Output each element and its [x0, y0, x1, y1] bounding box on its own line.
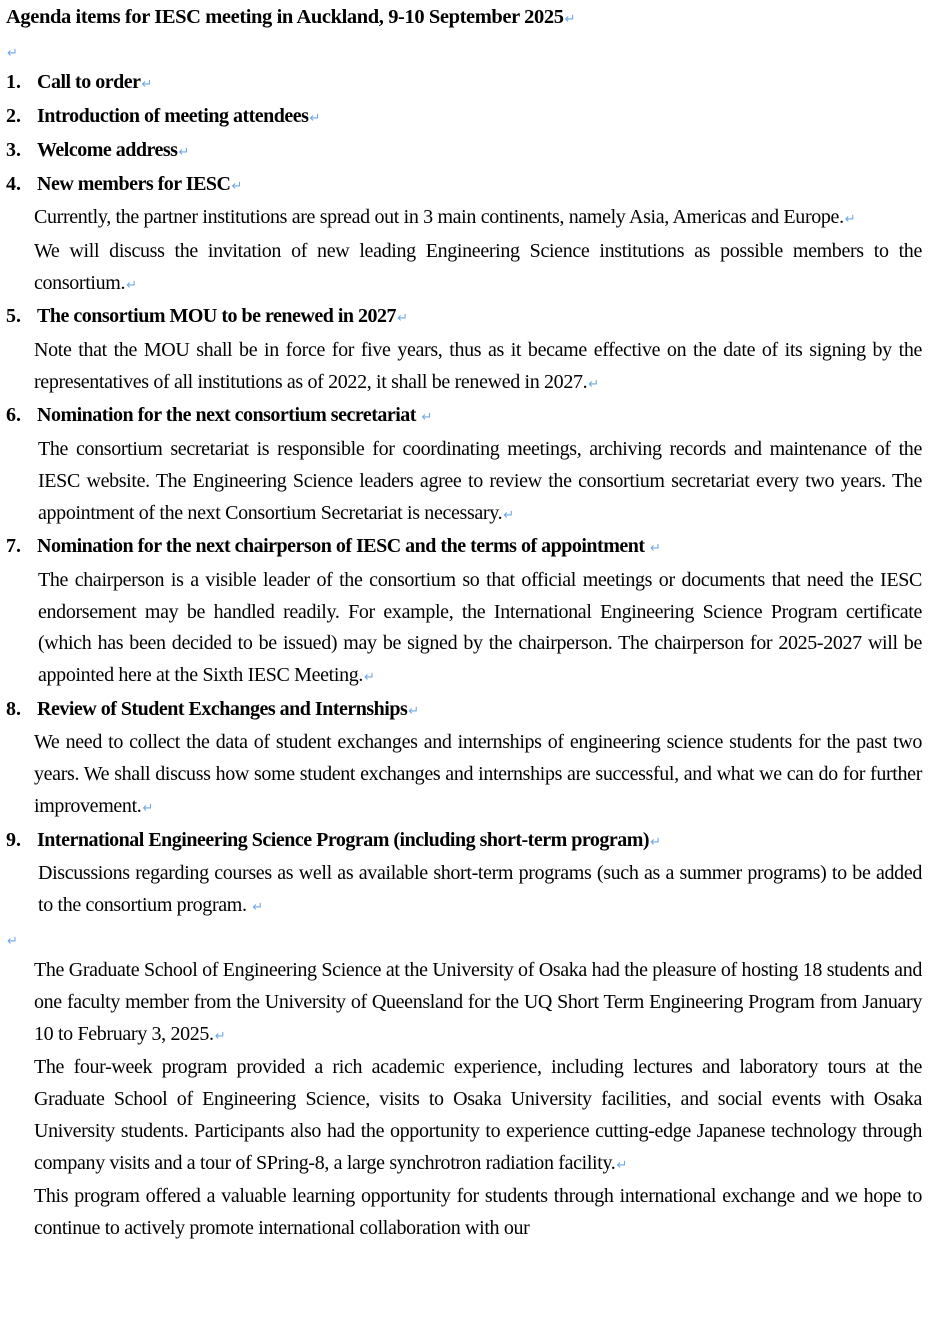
paragraph-mark-icon: ↵ [421, 410, 432, 426]
agenda-item-8-paragraph-1 [6, 727, 922, 824]
agenda-item-7-heading [6, 531, 922, 565]
paragraph-mark-icon: ↵ [7, 45, 18, 61]
paragraph-mark-icon: ↵ [231, 178, 242, 194]
agenda-item-number: 2. [6, 105, 21, 128]
paragraph-text: We will discuss the invitation of new leading Engineering Science institutions as possible members to the consortium. [34, 239, 922, 294]
agenda-item-6-paragraph-1 [6, 434, 922, 531]
paragraph-text: Note that the MOU shall be in force for five years, thus as it became effective on the date of its signing by the representatives of all institutions as of 2022, it shall be renewed in 2027. [34, 339, 922, 393]
agenda-item-title: Welcome address [37, 138, 178, 161]
paragraph-mark-icon: ↵ [844, 212, 856, 228]
paragraph-mark-icon: ↵ [650, 834, 661, 850]
document-title [6, 2, 922, 36]
paragraph-text: The chairperson is a visible leader of the consortium so that official meetings or documents that need the IESC endorsement may be handled readily. For example, the International Engineering Science Program certificate (which has been decided to be issued) may be signed by the chairperson. The chairperson for 2025-2027 will be appointed here at the Sixth IESC Meeting. [38, 568, 922, 687]
agenda-item-7-paragraph-1 [6, 565, 922, 694]
paragraph-mark-icon: ↵ [252, 899, 263, 915]
agenda-item-3-heading [6, 135, 922, 169]
paragraph-mark-icon: ↵ [588, 376, 599, 392]
agenda-item-number: 3. [6, 138, 21, 161]
agenda-item-4-paragraph-1 [6, 202, 922, 236]
document-title-text: Agenda items for IESC meeting in Auckland, 9-10 September 2025 [6, 6, 564, 28]
paragraph-text: Currently, the partner institutions are spread out in 3 main continents, namely Asia, Americas and Europe. [34, 206, 844, 229]
agenda-item-number: 7. [6, 535, 21, 558]
agenda-item-number: 8. [6, 697, 21, 720]
agenda-item-number: 1. [6, 71, 21, 94]
paragraph-text: The four-week program provided a rich academic experience, including lectures and laboratory tours at the Graduate School of Engineering Science, visits to Osaka University facilities, and social events with Osaka University students. Participants also had the opportunity to experience cutting-edge Japanese technology through company visits and a tour of SPring-8, a large synchrotron radiation facility. [34, 1056, 922, 1174]
paragraph-text: The consortium secretariat is responsible for coordinating meetings, archiving records and maintenance of the IESC website. The Engineering Science leaders agree to review the consortium secretariat every two years. The appointment of the next Consortium Secretariat is necessary. [38, 438, 922, 524]
closing-section [6, 955, 922, 1244]
paragraph-text: Discussions regarding courses as well as available short-term programs (such as a summer programs) to be added to the consortium program. [38, 862, 922, 916]
paragraph-mark-icon: ↵ [141, 77, 152, 93]
agenda-item-number: 9. [6, 828, 21, 851]
paragraph-mark-icon: ↵ [564, 12, 576, 27]
paragraph-text: This program offered a valuable learning opportunity for students through international exchange and we hope to continue to actively promote international collaboration with our [34, 1185, 922, 1239]
paragraph-mark-icon: ↵ [126, 277, 137, 293]
closing-paragraph-2 [6, 1052, 922, 1181]
paragraph-mark-icon: ↵ [408, 703, 419, 719]
agenda-item-title: New members for IESC [37, 172, 231, 195]
paragraph-mark-icon: ↵ [616, 1157, 627, 1173]
agenda-item-4-paragraph-2 [6, 236, 922, 301]
agenda-item-number: 5. [6, 305, 21, 328]
closing-paragraph-1 [6, 955, 922, 1052]
paragraph-mark-icon: ↵ [214, 1028, 226, 1044]
paragraph-text: We need to collect the data of student exchanges and internships of engineering science students for the past two years. We shall discuss how some student exchanges and internships are successful, and what we can do for further improvement. [34, 731, 922, 817]
agenda-item-1-heading [6, 67, 922, 101]
paragraph-mark-icon: ↵ [142, 800, 153, 816]
paragraph-mark-icon: ↵ [503, 507, 514, 523]
agenda-item-8-heading [6, 694, 922, 728]
paragraph-mark-icon: ↵ [650, 541, 661, 557]
agenda-item-title: Nomination for the next chairperson of IESC and the terms of appointment [37, 535, 650, 558]
empty-paragraph [6, 924, 922, 956]
agenda-item-5-paragraph-1 [6, 335, 922, 400]
agenda-item-title: International Engineering Science Program (including short-term program) [37, 828, 650, 851]
paragraph-mark-icon: ↵ [397, 311, 408, 327]
agenda-item-6-heading [6, 400, 922, 434]
paragraph-mark-icon: ↵ [309, 111, 320, 127]
paragraph-text: The Graduate School of Engineering Science at the University of Osaka had the pleasure of hosting 18 students and one faculty member from the University of Queensland for the UQ Short Term Engineering Program from January 10 to February 3, 2025. [34, 959, 922, 1045]
agenda-item-title: The consortium MOU to be renewed in 2027 [37, 305, 397, 328]
agenda-item-title: Call to order [37, 71, 141, 94]
paragraph-mark-icon: ↵ [178, 144, 189, 160]
agenda-item-9-paragraph-1 [6, 858, 922, 923]
agenda-item-title: Review of Student Exchanges and Internships [37, 697, 408, 720]
paragraph-mark-icon: ↵ [364, 670, 375, 686]
agenda-item-9-heading [6, 825, 922, 859]
paragraph-mark-icon: ↵ [7, 933, 18, 949]
empty-paragraph [6, 36, 922, 68]
closing-paragraph-3 [6, 1181, 922, 1244]
agenda-item-2-heading [6, 101, 922, 135]
agenda-item-number: 6. [6, 404, 21, 427]
agenda-item-5-heading [6, 301, 922, 335]
agenda-item-title: Nomination for the next consortium secretariat [37, 404, 421, 427]
agenda-list [6, 67, 922, 923]
agenda-item-title: Introduction of meeting attendees [37, 105, 309, 128]
agenda-item-4-heading [6, 169, 922, 203]
agenda-item-number: 4. [6, 172, 21, 195]
